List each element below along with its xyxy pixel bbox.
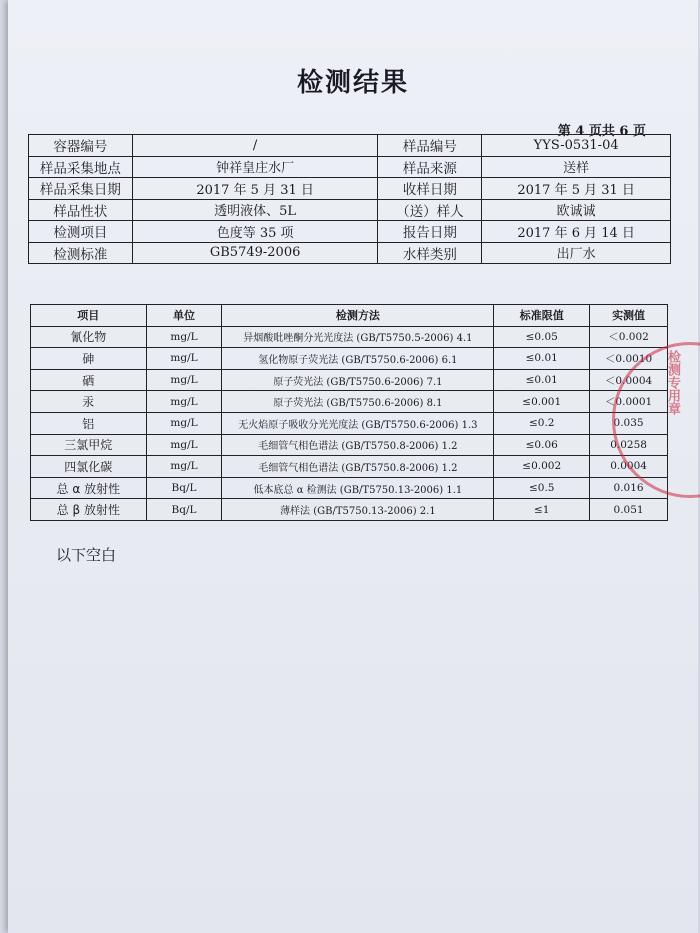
item-name: 铝 xyxy=(31,412,147,434)
item-name: 总 β 放射性 xyxy=(31,499,147,521)
info-label: 样品采集地点 xyxy=(29,156,133,178)
test-method: 原子荧光法 (GB/T5750.6-2006) 8.1 xyxy=(222,391,494,413)
test-method: 无火焰原子吸收分光光度法 (GB/T5750.6-2006) 1.3 xyxy=(222,412,494,434)
measured-value: ＜0.0001 xyxy=(590,391,668,413)
unit: mg/L xyxy=(146,412,222,434)
info-value: 色度等 35 项 xyxy=(132,221,378,243)
info-value: 2017 年 5 月 31 日 xyxy=(132,178,378,200)
standard-limit: ≤0.2 xyxy=(494,412,590,434)
measured-value: 0.035 xyxy=(590,412,668,434)
item-name: 总 α 放射性 xyxy=(31,477,147,499)
info-value: 出厂水 xyxy=(482,242,671,264)
table-row xyxy=(31,499,668,521)
unit: mg/L xyxy=(146,456,222,478)
info-row xyxy=(29,221,671,243)
unit: mg/L xyxy=(146,434,222,456)
table-row xyxy=(31,412,668,434)
standard-limit: ≤0.05 xyxy=(494,326,590,348)
test-method: 毛细管气相色谱法 (GB/T5750.8-2006) 1.2 xyxy=(222,456,494,478)
unit: mg/L xyxy=(146,369,222,391)
info-label: 报告日期 xyxy=(378,221,482,243)
results-header-row xyxy=(31,305,668,327)
info-value: YYS-0531-04 xyxy=(482,135,671,157)
standard-limit: ≤0.002 xyxy=(494,456,590,478)
item-name: 砷 xyxy=(31,348,147,370)
test-method: 异烟酸吡唑酮分光光度法 (GB/T5750.5-2006) 4.1 xyxy=(222,326,494,348)
table-row xyxy=(31,391,668,413)
measured-value: ＜0.0010 xyxy=(590,348,668,370)
standard-limit: ≤0.06 xyxy=(494,434,590,456)
measured-value: 0.051 xyxy=(590,499,668,521)
measured-value: 0.016 xyxy=(590,477,668,499)
measured-value: 0.0004 xyxy=(590,456,668,478)
column-header: 标准限值 xyxy=(494,305,590,327)
info-value: 送样 xyxy=(482,156,671,178)
unit: mg/L xyxy=(146,326,222,348)
info-row xyxy=(29,178,671,200)
info-label: 检测标准 xyxy=(29,242,133,264)
results-table xyxy=(30,304,668,521)
item-name: 三氯甲烷 xyxy=(31,434,147,456)
unit: Bq/L xyxy=(146,477,222,499)
info-row xyxy=(29,156,671,178)
page-title: 检测结果 xyxy=(296,68,409,98)
info-row xyxy=(29,199,671,221)
standard-limit: ≤0.01 xyxy=(494,369,590,391)
table-row xyxy=(31,477,668,499)
column-header: 检测方法 xyxy=(222,305,494,327)
column-header: 实测值 xyxy=(590,305,668,327)
info-value: GB5749-2006 xyxy=(132,242,378,264)
table-row xyxy=(31,369,668,391)
unit: mg/L xyxy=(146,391,222,413)
test-method: 原子荧光法 (GB/T5750.6-2006) 7.1 xyxy=(222,369,494,391)
table-row xyxy=(31,348,668,370)
info-label: 样品性状 xyxy=(29,199,133,221)
info-value: 2017 年 6 月 14 日 xyxy=(482,221,671,243)
unit: mg/L xyxy=(146,348,222,370)
info-value: / xyxy=(132,135,378,157)
table-row xyxy=(31,326,668,348)
measured-value: ＜0.0004 xyxy=(590,369,668,391)
measured-value: ＜0.002 xyxy=(590,326,668,348)
item-name: 四氯化碳 xyxy=(31,456,147,478)
test-method: 毛细管气相色谱法 (GB/T5750.8-2006) 1.2 xyxy=(222,434,494,456)
info-label: 容器编号 xyxy=(29,135,133,157)
info-label: 样品编号 xyxy=(378,135,482,157)
document-page xyxy=(8,0,698,933)
info-value: 欧诚诚 xyxy=(482,199,671,221)
info-label: 样品采集日期 xyxy=(29,178,133,200)
standard-limit: ≤0.01 xyxy=(494,348,590,370)
test-method: 低本底总 α 检测法 (GB/T5750.13-2006) 1.1 xyxy=(222,477,494,499)
item-name: 氰化物 xyxy=(31,326,147,348)
item-name: 硒 xyxy=(31,369,147,391)
test-method: 氢化物原子荧光法 (GB/T5750.6-2006) 6.1 xyxy=(222,348,494,370)
info-label: 样品来源 xyxy=(378,156,482,178)
info-label: 检测项目 xyxy=(29,221,133,243)
standard-limit: ≤0.5 xyxy=(494,477,590,499)
standard-limit: ≤1 xyxy=(494,499,590,521)
seal-text: 检测专用章 xyxy=(665,350,680,415)
blank-note: 以下空白 xyxy=(56,546,117,564)
sample-info-table xyxy=(28,134,671,264)
item-name: 汞 xyxy=(31,391,147,413)
info-label: 水样类别 xyxy=(378,242,482,264)
table-row xyxy=(31,456,668,478)
info-row xyxy=(29,242,671,264)
info-label: （送）样人 xyxy=(378,199,482,221)
info-value: 钟祥皇庄水厂 xyxy=(132,156,378,178)
info-row xyxy=(29,135,671,157)
test-method: 薄样法 (GB/T5750.13-2006) 2.1 xyxy=(222,499,494,521)
info-label: 收样日期 xyxy=(378,178,482,200)
standard-limit: ≤0.001 xyxy=(494,391,590,413)
info-value: 2017 年 5 月 31 日 xyxy=(482,178,671,200)
info-value: 透明液体、5L xyxy=(132,199,378,221)
column-header: 项目 xyxy=(31,305,147,327)
column-header: 单位 xyxy=(146,305,222,327)
table-row xyxy=(31,434,668,456)
measured-value: 0.0258 xyxy=(590,434,668,456)
page-number: 第 4 页共 6 页 xyxy=(557,124,646,139)
unit: Bq/L xyxy=(146,499,222,521)
